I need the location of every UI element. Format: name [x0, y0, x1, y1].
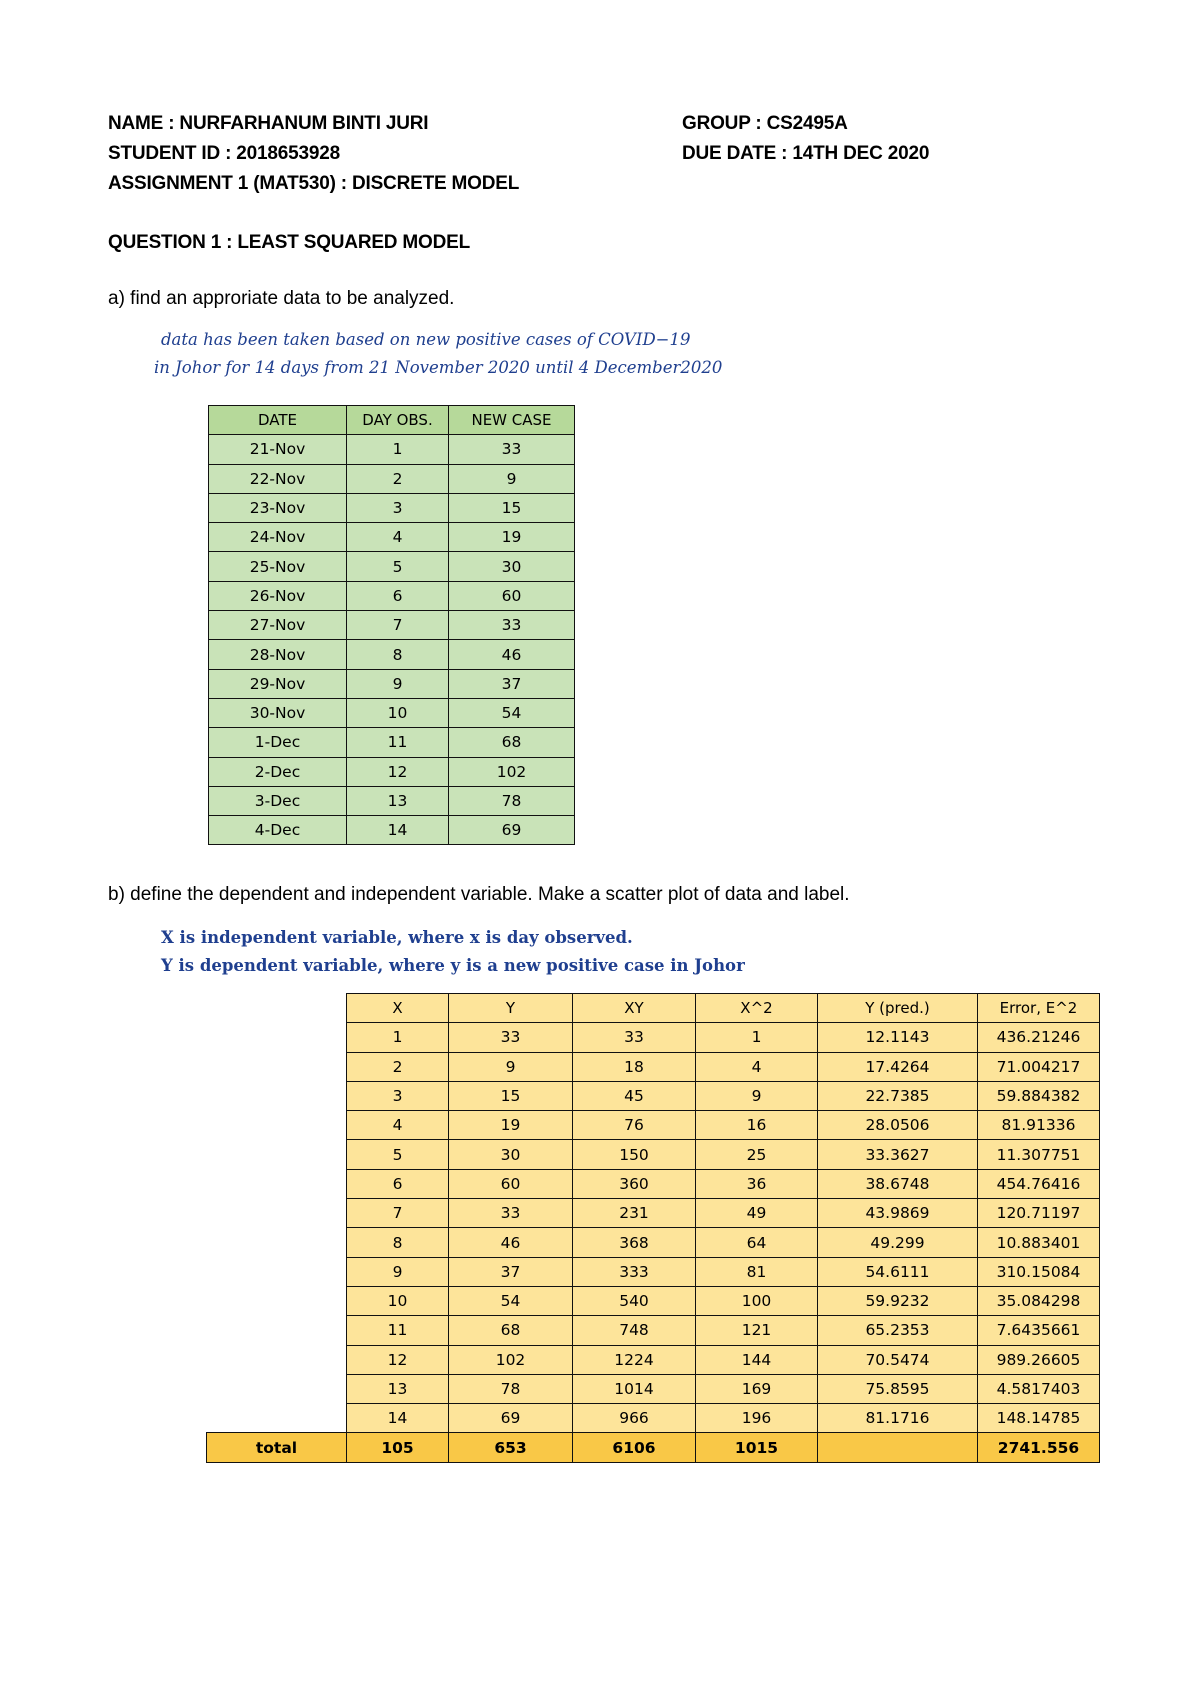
- table2-cell: 54.6111: [818, 1257, 978, 1286]
- table2-cell: 9: [696, 1081, 818, 1110]
- table2-cell: 81: [696, 1257, 818, 1286]
- question-title: QUESTION 1 : LEAST SQUARED MODEL: [108, 232, 471, 253]
- table2-cell: 49.299: [818, 1228, 978, 1257]
- table1-cell: 2: [347, 464, 449, 493]
- table2-cell: 4: [696, 1052, 818, 1081]
- table1-header-cell: NEW CASE: [449, 406, 575, 435]
- table2-cell: 360: [573, 1169, 696, 1198]
- table-row: [207, 1345, 1100, 1374]
- table2-spacer: [207, 1169, 347, 1198]
- assignment-title: ASSIGNMENT 1 (MAT530) : DISCRETE MODEL: [108, 173, 520, 194]
- table2-cell: 148.14785: [978, 1404, 1100, 1433]
- table1-cell: 23-Nov: [209, 493, 347, 522]
- table2-cell: 19: [449, 1111, 573, 1140]
- table2-cell: 38.6748: [818, 1169, 978, 1198]
- table1-cell: 3: [347, 493, 449, 522]
- table1-cell: 10: [347, 698, 449, 727]
- table1-cell: 19: [449, 523, 575, 552]
- table1-cell: 68: [449, 728, 575, 757]
- table2-cell: 7: [347, 1199, 449, 1228]
- table1-cell: 11: [347, 728, 449, 757]
- table1-cell: 3-Dec: [209, 786, 347, 815]
- table1-cell: 26-Nov: [209, 581, 347, 610]
- table2-spacer: [207, 1111, 347, 1140]
- table-row: [209, 611, 575, 640]
- table2-cell: 81.1716: [818, 1404, 978, 1433]
- table1-cell: 29-Nov: [209, 669, 347, 698]
- table-row: [209, 464, 575, 493]
- table2-header-cell: Y (pred.): [818, 994, 978, 1023]
- table2-cell: 1: [696, 1023, 818, 1052]
- table-row: [207, 1374, 1100, 1403]
- table-row: [207, 1286, 1100, 1315]
- table2-cell: 5: [347, 1140, 449, 1169]
- table1-cell: 25-Nov: [209, 552, 347, 581]
- table2-spacer: [207, 1286, 347, 1315]
- table2-cell: 10: [347, 1286, 449, 1315]
- table2-spacer: [207, 1316, 347, 1345]
- table1-cell: 24-Nov: [209, 523, 347, 552]
- table-row: [209, 757, 575, 786]
- table2-spacer: [207, 1257, 347, 1286]
- table2-cell: 6: [347, 1169, 449, 1198]
- due-date: DUE DATE : 14TH DEC 2020: [682, 143, 930, 164]
- table-row: [207, 1257, 1100, 1286]
- table2-cell: 68: [449, 1316, 573, 1345]
- table2-spacer: [207, 1199, 347, 1228]
- table2-cell: 1: [347, 1023, 449, 1052]
- table2-spacer: [207, 1023, 347, 1052]
- table2-cell: 60: [449, 1169, 573, 1198]
- part-b-prompt: b) define the dependent and independent variable. Make a scatter plot of data and label.: [108, 884, 850, 905]
- table1-cell: 54: [449, 698, 575, 727]
- table1-cell: 27-Nov: [209, 611, 347, 640]
- table2-cell: 45: [573, 1081, 696, 1110]
- table2-cell: 540: [573, 1286, 696, 1315]
- table2-cell: 989.26605: [978, 1345, 1100, 1374]
- table2-cell: 18: [573, 1052, 696, 1081]
- table1-cell: 4: [347, 523, 449, 552]
- table2-cell: 71.004217: [978, 1052, 1100, 1081]
- part-b-note-line1: X is independent variable, where x is day observed.: [161, 928, 633, 947]
- table2-total-cell: 653: [449, 1433, 573, 1462]
- table1-cell: 6: [347, 581, 449, 610]
- table2-cell: 748: [573, 1316, 696, 1345]
- table2-cell: 33: [449, 1023, 573, 1052]
- table2-cell: 4.5817403: [978, 1374, 1100, 1403]
- table2-spacer: [207, 994, 347, 1023]
- table1-cell: 15: [449, 493, 575, 522]
- table2-cell: 54: [449, 1286, 573, 1315]
- table2-header-cell: Y: [449, 994, 573, 1023]
- table1-cell: 28-Nov: [209, 640, 347, 669]
- table-row: [209, 669, 575, 698]
- table2-cell: 11.307751: [978, 1140, 1100, 1169]
- table2-cell: 75.8595: [818, 1374, 978, 1403]
- table2-total-cell: 6106: [573, 1433, 696, 1462]
- table2-spacer: [207, 1140, 347, 1169]
- table2-cell: 78: [449, 1374, 573, 1403]
- table2-cell: 1014: [573, 1374, 696, 1403]
- table1-cell: 21-Nov: [209, 435, 347, 464]
- table1-cell: 1: [347, 435, 449, 464]
- table-row: [209, 728, 575, 757]
- table1-cell: 102: [449, 757, 575, 786]
- table2-cell: 4: [347, 1111, 449, 1140]
- table2-cell: 966: [573, 1404, 696, 1433]
- table-row: [207, 1052, 1100, 1081]
- table-row: [209, 786, 575, 815]
- table2-cell: 33: [573, 1023, 696, 1052]
- table2-total-row: [207, 1433, 1100, 1462]
- table-row: [207, 1023, 1100, 1052]
- table2-cell: 310.15084: [978, 1257, 1100, 1286]
- table2-cell: 1224: [573, 1345, 696, 1374]
- table-row: [209, 523, 575, 552]
- table2-cell: 121: [696, 1316, 818, 1345]
- total-label: total: [207, 1433, 347, 1462]
- table2-cell: 25: [696, 1140, 818, 1169]
- table1-cell: 46: [449, 640, 575, 669]
- table2-cell: 231: [573, 1199, 696, 1228]
- table1-cell: 2-Dec: [209, 757, 347, 786]
- table1-cell: 9: [347, 669, 449, 698]
- least-squares-table: [206, 993, 1100, 1463]
- table1-header-cell: DAY OBS.: [347, 406, 449, 435]
- table2-cell: 22.7385: [818, 1081, 978, 1110]
- group-code: GROUP : CS2495A: [682, 113, 848, 134]
- table1-header-row: [209, 406, 575, 435]
- table2-cell: 9: [449, 1052, 573, 1081]
- table2-header-cell: X: [347, 994, 449, 1023]
- student-id: STUDENT ID : 2018653928: [108, 143, 340, 164]
- table2-cell: 11: [347, 1316, 449, 1345]
- table1-cell: 14: [347, 816, 449, 845]
- part-a-prompt: a) find an approriate data to be analyzed.: [108, 288, 455, 309]
- table-row: [209, 640, 575, 669]
- table2-cell: 33.3627: [818, 1140, 978, 1169]
- table2-total-cell: 105: [347, 1433, 449, 1462]
- table2-spacer: [207, 1404, 347, 1433]
- table1-cell: 9: [449, 464, 575, 493]
- table1-cell: 12: [347, 757, 449, 786]
- table2-cell: 9: [347, 1257, 449, 1286]
- table2-cell: 65.2353: [818, 1316, 978, 1345]
- table1-cell: 60: [449, 581, 575, 610]
- part-a-note-line2: in Johor for 14 days from 21 November 2020 until 4 December2020: [154, 358, 723, 377]
- table2-cell: 43.9869: [818, 1199, 978, 1228]
- table-row: [207, 1081, 1100, 1110]
- table2-cell: 368: [573, 1228, 696, 1257]
- table-row: [209, 493, 575, 522]
- covid-cases-table: [208, 405, 575, 845]
- table1-cell: 33: [449, 435, 575, 464]
- table-row: [207, 1111, 1100, 1140]
- table2-cell: 30: [449, 1140, 573, 1169]
- table1-cell: 8: [347, 640, 449, 669]
- table2-header-cell: Error, E^2: [978, 994, 1100, 1023]
- table2-cell: 81.91336: [978, 1111, 1100, 1140]
- table2-cell: 13: [347, 1374, 449, 1403]
- table2-cell: 12.1143: [818, 1023, 978, 1052]
- table-row: [207, 1199, 1100, 1228]
- part-b-note-line2: Y is dependent variable, where y is a new positive case in Johor: [161, 956, 745, 975]
- table-row: [207, 1140, 1100, 1169]
- table2-header-cell: XY: [573, 994, 696, 1023]
- table1-cell: 22-Nov: [209, 464, 347, 493]
- table2-cell: 16: [696, 1111, 818, 1140]
- table2-total-cell: 1015: [696, 1433, 818, 1462]
- part-a-note-line1: data has been taken based on new positive cases of COVID−19: [161, 330, 691, 349]
- table2-cell: 7.6435661: [978, 1316, 1100, 1345]
- table-row: [209, 552, 575, 581]
- table-row: [207, 1169, 1100, 1198]
- table2-cell: 436.21246: [978, 1023, 1100, 1052]
- table1-cell: 78: [449, 786, 575, 815]
- table2-cell: 169: [696, 1374, 818, 1403]
- table2-spacer: [207, 1081, 347, 1110]
- table2-cell: 69: [449, 1404, 573, 1433]
- table2-cell: 36: [696, 1169, 818, 1198]
- table2-cell: 28.0506: [818, 1111, 978, 1140]
- table2-cell: 102: [449, 1345, 573, 1374]
- table2-spacer: [207, 1052, 347, 1081]
- table-row: [209, 581, 575, 610]
- table-row: [209, 698, 575, 727]
- table2-cell: 49: [696, 1199, 818, 1228]
- table2-cell: 12: [347, 1345, 449, 1374]
- table1-cell: 7: [347, 611, 449, 640]
- table2-cell: 17.4264: [818, 1052, 978, 1081]
- table2-cell: 333: [573, 1257, 696, 1286]
- table2-cell: 8: [347, 1228, 449, 1257]
- table2-cell: 33: [449, 1199, 573, 1228]
- table-row: [207, 1228, 1100, 1257]
- table1-cell: 33: [449, 611, 575, 640]
- table2-cell: 59.884382: [978, 1081, 1100, 1110]
- table1-cell: 1-Dec: [209, 728, 347, 757]
- table2-cell: 120.71197: [978, 1199, 1100, 1228]
- table2-cell: 70.5474: [818, 1345, 978, 1374]
- table1-cell: 13: [347, 786, 449, 815]
- table2-cell: 14: [347, 1404, 449, 1433]
- table-row: [209, 816, 575, 845]
- table2-header-cell: X^2: [696, 994, 818, 1023]
- table1-header-cell: DATE: [209, 406, 347, 435]
- table2-cell: 37: [449, 1257, 573, 1286]
- table1-cell: 30-Nov: [209, 698, 347, 727]
- table1-cell: 30: [449, 552, 575, 581]
- table2-cell: 35.084298: [978, 1286, 1100, 1315]
- table2-total-cell: 2741.556: [978, 1433, 1100, 1462]
- table2-cell: 46: [449, 1228, 573, 1257]
- student-name: NAME : NURFARHANUM BINTI JURI: [108, 113, 429, 134]
- table1-cell: 37: [449, 669, 575, 698]
- table2-cell: 64: [696, 1228, 818, 1257]
- table2-cell: 150: [573, 1140, 696, 1169]
- table2-cell: 100: [696, 1286, 818, 1315]
- table-row: [207, 1316, 1100, 1345]
- table2-cell: 10.883401: [978, 1228, 1100, 1257]
- table2-cell: 2: [347, 1052, 449, 1081]
- table2-spacer: [207, 1374, 347, 1403]
- table2-spacer: [207, 1228, 347, 1257]
- table1-cell: 69: [449, 816, 575, 845]
- table2-cell: 15: [449, 1081, 573, 1110]
- table1-cell: 4-Dec: [209, 816, 347, 845]
- table1-cell: 5: [347, 552, 449, 581]
- table2-cell: 76: [573, 1111, 696, 1140]
- table-row: [209, 435, 575, 464]
- table2-cell: 454.76416: [978, 1169, 1100, 1198]
- table2-cell: 144: [696, 1345, 818, 1374]
- table2-spacer: [207, 1345, 347, 1374]
- table2-total-cell: [818, 1433, 978, 1462]
- table2-cell: 3: [347, 1081, 449, 1110]
- table2-header-row: [207, 994, 1100, 1023]
- table-row: [207, 1404, 1100, 1433]
- table2-cell: 196: [696, 1404, 818, 1433]
- table2-cell: 59.9232: [818, 1286, 978, 1315]
